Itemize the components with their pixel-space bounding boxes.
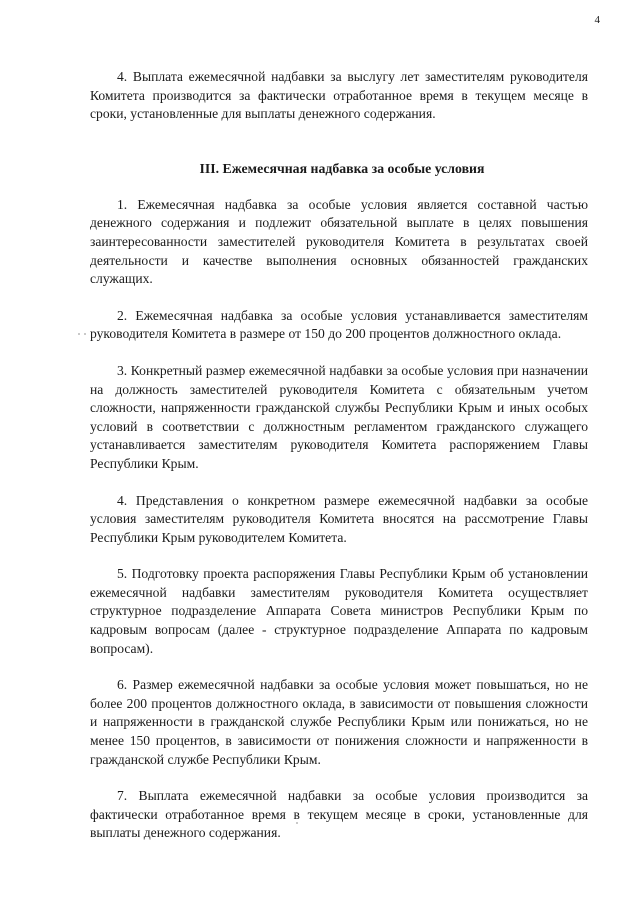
paragraph-1: 1. Ежемесячная надбавка за особые условия является составной частью денежного содержания и подлежит обязательной выплате в целях повышения заинтересованности заместителей руководителя Комитета в результатах своей деятельности и качестве выполнения основных обязанностей гражданских служащих.	[90, 196, 588, 287]
page-number: 4	[594, 14, 600, 26]
paragraph-3: 3. Конкретный размер ежемесячной надбавки за особые условия при назначении на должность заместителей руководителя Комитета с обязательным учетом сложности, напряженности гражданской службы Республики Крым и иных особых условий в соответствии с должностным регламентом гражданского служащего устанавливается заместителям руководителя Комитета распоряжением Главы Республики Крым.	[90, 362, 588, 471]
scan-speck	[296, 822, 298, 824]
paragraph-5: 5. Подготовку проекта распоряжения Главы Республики Крым об установлении ежемесячной надбавки заместителям руководителя Комитета осуществляет структурное подразделение Аппарата Совета министров Республики Крым по кадровым вопросам (далее - структурное подразделение Аппарата по кадровым вопросам).	[90, 566, 588, 656]
paragraph-6: 6. Размер ежемесячной надбавки за особые условия может повышаться, но не более 200 процентов должностного оклада, в зависимости от повышения сложности и напряженности в гражданской службе Республики Крым или понижаться, но не менее 150 процентов, в зависимости от понижения сложности и напряженности в гражданской службе Республики Крым.	[90, 677, 588, 767]
scan-speck	[84, 333, 86, 335]
document-body	[90, 68, 588, 861]
paragraph-service-bonus-payment: 4. Выплата ежемесячной надбавки за выслугу лет заместителям руководителя Комитета производится за фактически отработанное время в текущем месяце в сроки, установленные для выплаты денежного содержания.	[90, 69, 588, 122]
section-title: III. Ежемесячная надбавка за особые условия	[199, 160, 485, 176]
paragraph-2: 2. Ежемесячная надбавка за особые условия устанавливается заместителям руководителя Комитета в размере от 150 до 200 процентов должностного оклада.	[90, 307, 588, 342]
paragraph-4: 4. Представления о конкретном размере ежемесячной надбавки за особые условия заместителям руководителя Комитета вносятся на рассмотрение Главы Республики Крым руководителем Комитета.	[90, 492, 588, 545]
paragraph-7: 7. Выплата ежемесячной надбавки за особые условия производится за фактически отработанное время в текущем месяце в сроки, установленные для выплаты денежного содержания.	[90, 788, 588, 841]
scan-speck	[78, 333, 80, 335]
